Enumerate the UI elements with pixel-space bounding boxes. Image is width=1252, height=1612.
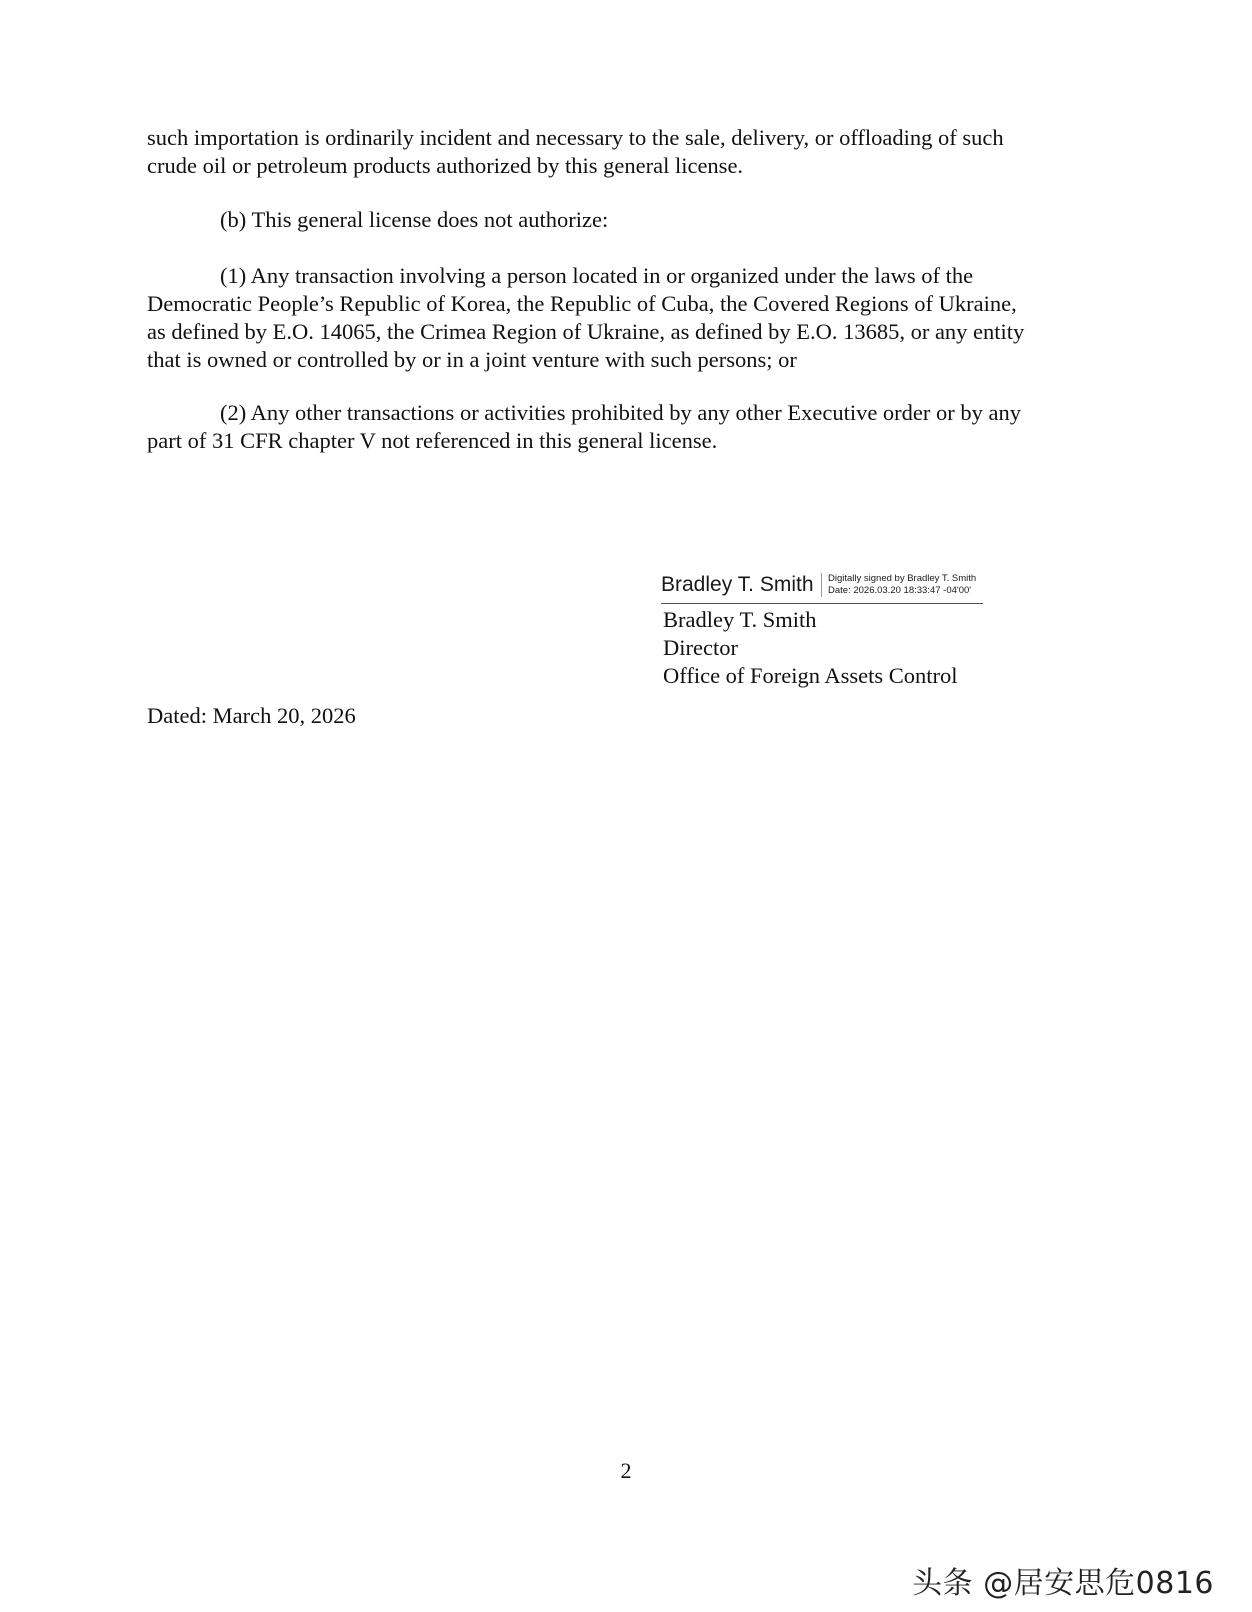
signature-divider <box>821 573 822 597</box>
page-number: 2 <box>620 1458 632 1483</box>
text-line: (2) Any other transactions or activities prohibited by any other Executive order or by any <box>220 400 1022 425</box>
text-line: Democratic People’s Republic of Korea, the Republic of Cuba, the Covered Regions of Ukraine, <box>147 291 1017 316</box>
text-line-wrapper <box>147 262 1107 290</box>
paragraph-importation <box>147 124 1107 180</box>
dated-line <box>147 702 1107 730</box>
signatory-name: Bradley T. Smith <box>663 607 817 632</box>
paragraph-b-not-authorize <box>147 206 1107 234</box>
digital-signature-signed-by: Digitally signed by Bradley T. Smith <box>828 573 977 584</box>
signatory-title: Director <box>663 635 738 660</box>
digital-signature-meta <box>828 573 976 597</box>
text-line: crude oil or petroleum products authorized by this general license. <box>147 153 744 178</box>
dated-text: Dated: March 20, 2026 <box>147 703 356 728</box>
paragraph-2-other-transactions <box>147 399 1107 455</box>
text-line-wrapper <box>147 206 1107 234</box>
watermark: 头条 @居安思危0816 <box>912 1566 1214 1601</box>
text-line: (b) This general license does not authorize: <box>220 207 609 232</box>
digital-signature <box>661 569 1001 604</box>
text-line-wrapper <box>147 399 1107 427</box>
signatory-office: Office of Foreign Assets Control <box>663 663 958 688</box>
paragraph-1-any-transaction <box>147 262 1107 374</box>
text-line: that is owned or controlled by or in a joint venture with such persons; or <box>147 347 797 372</box>
digital-signature-date: Date: 2026.03.20 18:33:47 -04'00' <box>828 585 972 596</box>
text-line: as defined by E.O. 14065, the Crimea Region of Ukraine, as defined by E.O. 13685, or any entity <box>147 319 1025 344</box>
text-line: such importation is ordinarily incident and necessary to the sale, delivery, or offloading of such <box>147 125 1004 150</box>
text-line: part of 31 CFR chapter V not referenced in this general license. <box>147 428 718 453</box>
digital-signature-name: Bradley T. Smith <box>661 573 814 596</box>
signatory-block <box>663 606 958 690</box>
text-line: (1) Any transaction involving a person located in or organized under the laws of the <box>220 263 974 288</box>
digital-signature-stamp <box>661 569 983 604</box>
